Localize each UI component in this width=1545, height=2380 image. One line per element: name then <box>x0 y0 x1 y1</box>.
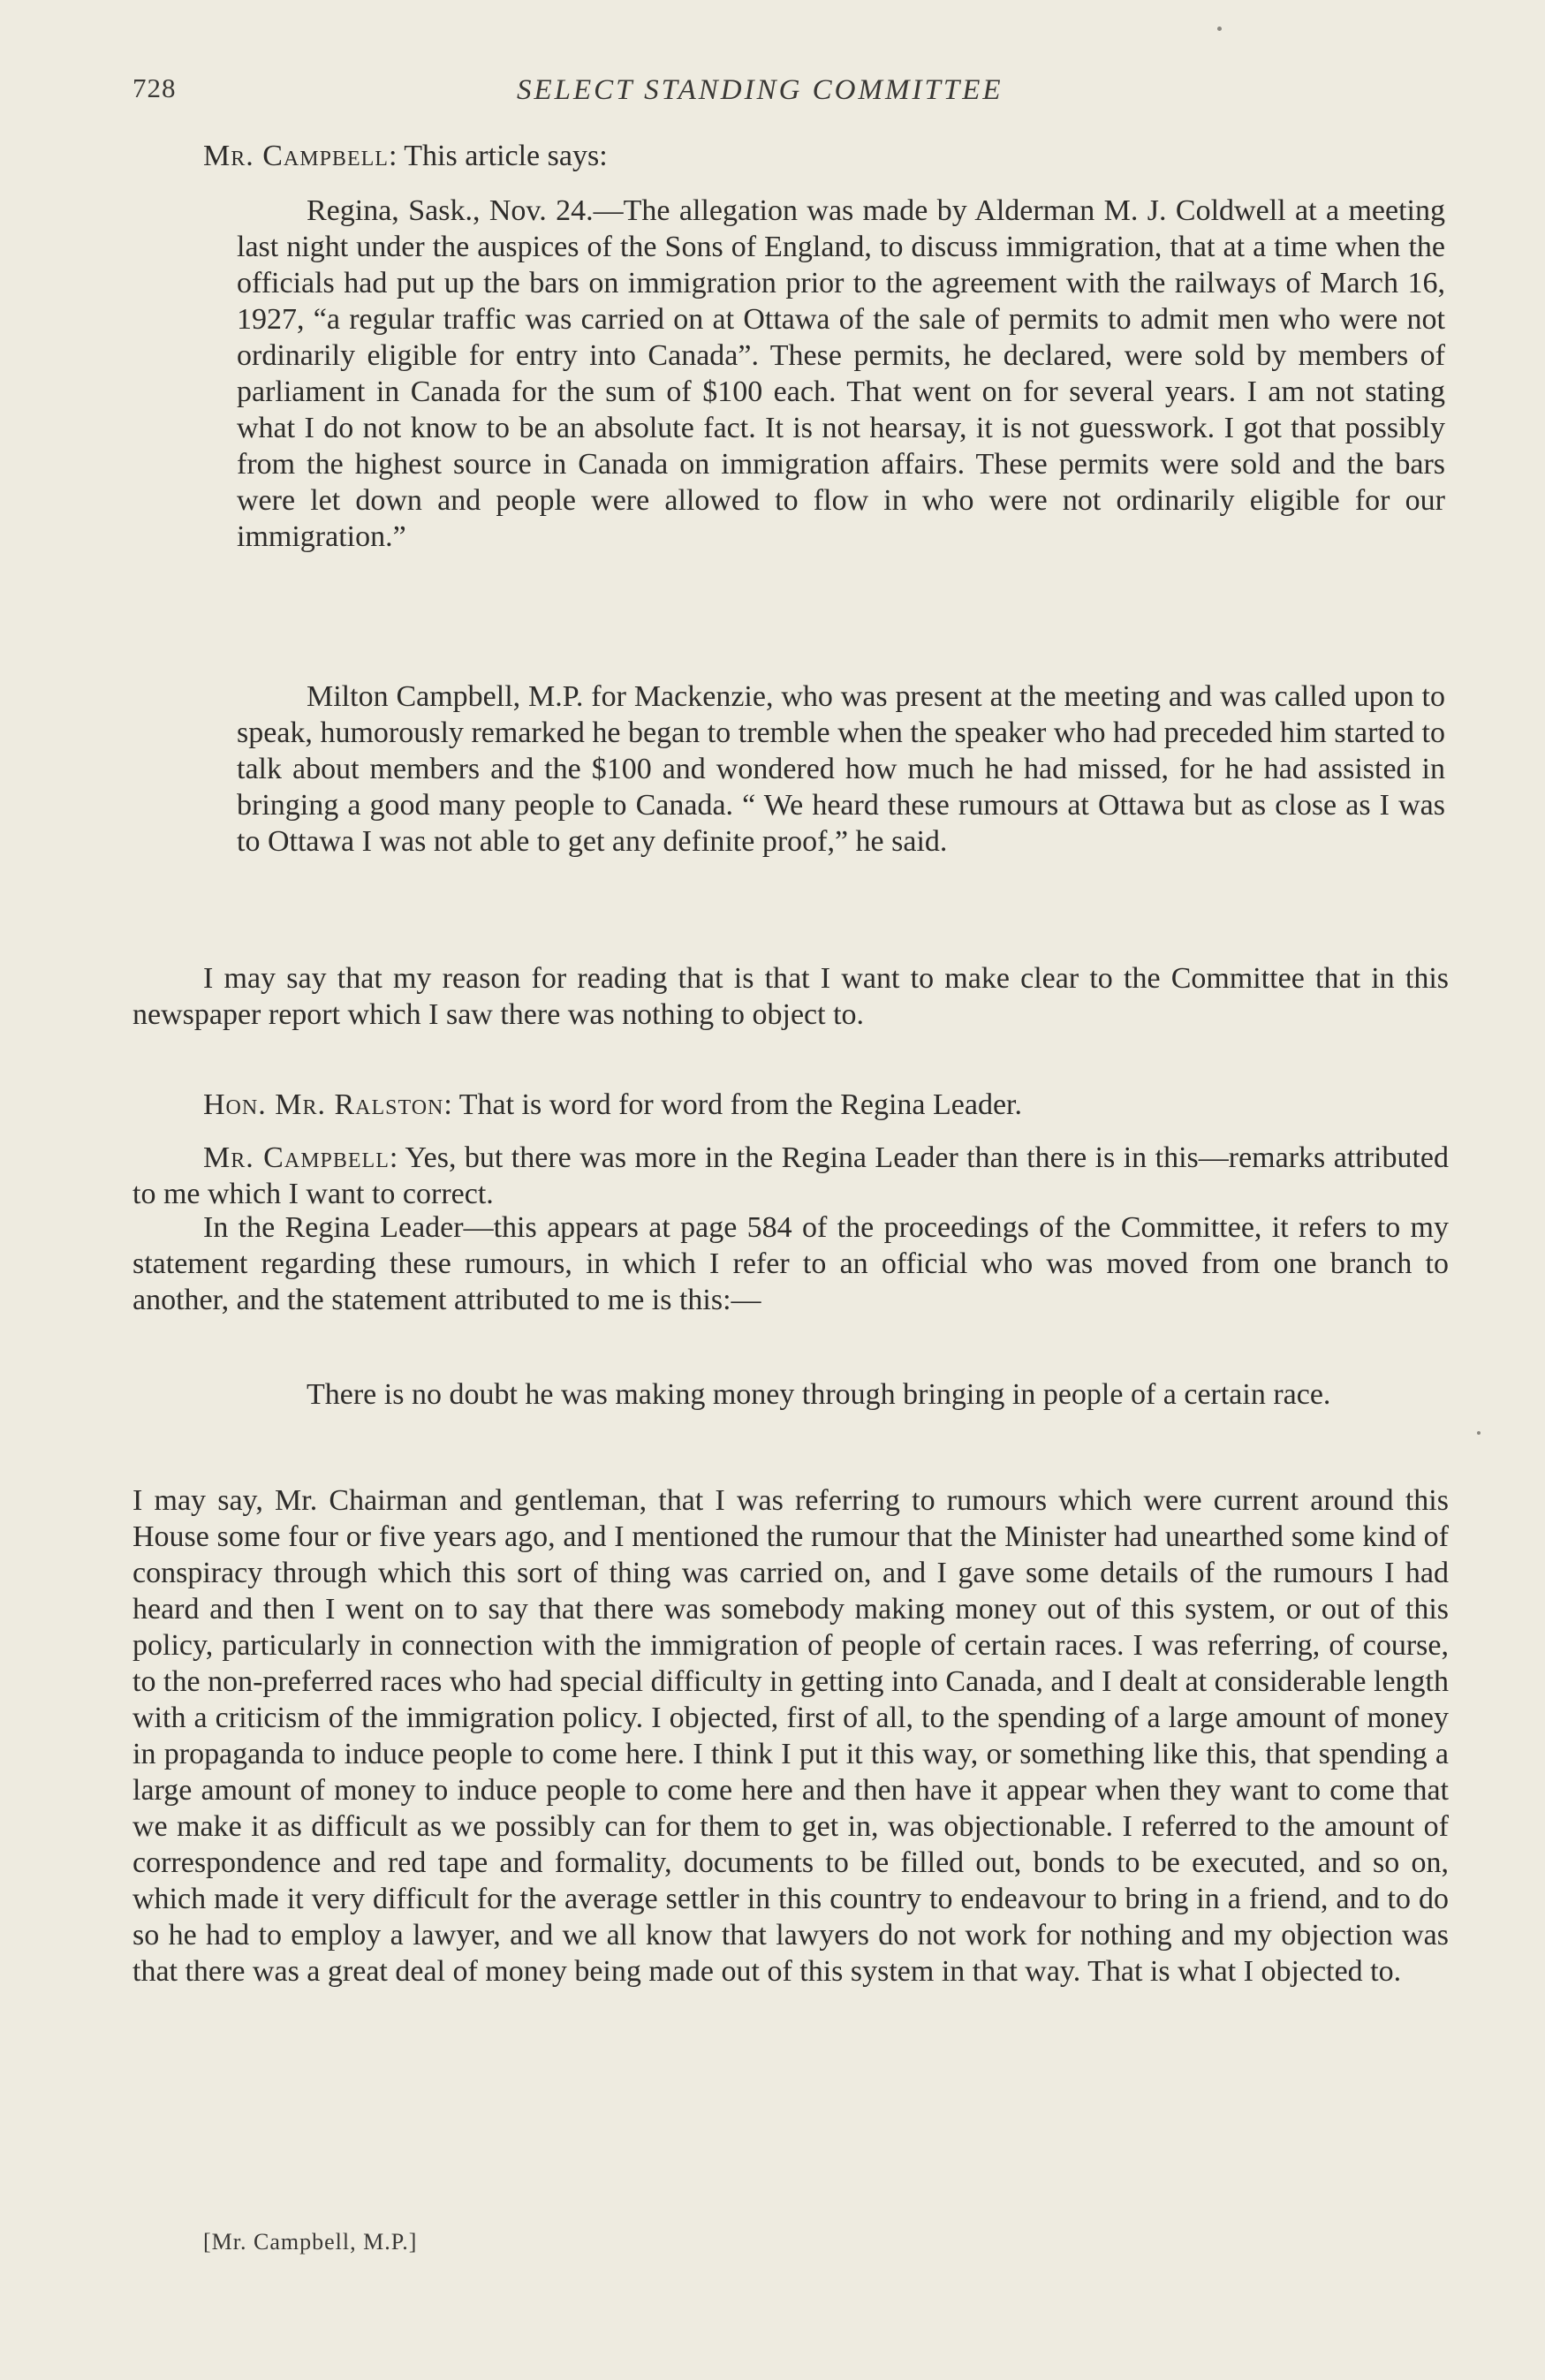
paragraph-leader: In the Regina Leader—this appears at page 584 of the proceedings of the Committee, it refers to my statement regarding these rumours, in which I refer to an official who was moved from one branch to another, and the statement attributed to me is this:— <box>133 1211 1449 1316</box>
speaker-name: Mr. Campbell <box>203 1141 390 1174</box>
quoted-article-paragraph-1: Regina, Sask., Nov. 24.—The allegation was made by Alderman M. J. Coldwell at a meeting last night under the auspices of the Sons of England, to discuss immigration, that at a time when the officials had put up the bars on immigration prior to the agreement with the railways of March 16, 1927, “a regular traffic was carried on at Ottawa of the sale of permits to admit men who were not ordinarily eligible for entry into Canada”. These permits, he declared, were sold by members of parliament in Canada for the sum of $100 each. That went on for several years. I am not stating what I do not know to be an absolute fact. It is not hearsay, it is not guesswork. I got that possibly from the highest source in Canada on immigration affairs. These permits were sold and the bars were let down and people were allowed to flow in who were not ordinarily eligible for our immigration.” <box>237 194 1445 553</box>
paper-speck <box>1477 1431 1481 1435</box>
paragraph-reading: I may say that my reason for reading that is that I want to make clear to the Committee that in this newspaper report which I saw there was nothing to object to. <box>133 962 1449 1031</box>
speaker-name: Mr. Campbell <box>203 140 389 172</box>
page-header <box>133 72 1449 117</box>
speaker-footer: [Mr. Campbell, M.P.] <box>203 2229 418 2255</box>
ralston-remark <box>133 1087 1449 1123</box>
ralston-text: : That is word for word from the Regina Leader. <box>443 1088 1023 1121</box>
paper-speck <box>1217 27 1222 31</box>
campbell-reply-text: : Yes, but there was more in the Regina Leader than there is in this—remarks attributed to me which I want to correct. <box>133 1141 1449 1210</box>
paragraph-final: I may say, Mr. Chairman and gentleman, that I was referring to rumours which were current around this House some four or five years ago, and I mentioned the rumour that the Minister had unearthed some kind of conspiracy through which this sort of thing was carried on, and I gave some details of the rumours I had heard and then I went on to say that there was somebody making money out of this system, or out of this policy, particularly in connection with the immigration of people of certain races. I was referring, of course, to the non-preferred races who had special difficulty in getting into Canada, and I dealt at considerable length with a criticism of the immigration policy. I objected, first of all, to the spending of a large amount of money in propaganda to induce people to come here. I think I put it this way, or something like this, that spending a large amount of money to induce people to come here and then have it appear when they want to come that we make it as difficult as we possibly can for them to get in, was objectionable. I referred to the amount of correspondence and red tape and formality, documents to be filled out, bonds to be executed, and so on, which made it very difficult for the average settler in this country to endeavour to bring in a friend, and to do so he had to employ a lawyer, and we all know that lawyers do not work for nothing and my objection was that there was a great deal of money being made out of this system in that way. That is what I objected to. <box>133 1484 1449 1988</box>
running-head: SELECT STANDING COMMITTEE <box>517 74 1003 106</box>
speaker-name: Hon. Mr. Ralston <box>203 1088 444 1121</box>
page-number: 728 <box>133 72 177 103</box>
quoted-article-paragraph-2: Milton Campbell, M.P. for Mackenzie, who was present at the meeting and was called upon to speak, humorously remarked he began to tremble when the speaker who had preceded him started to talk about members and the $100 and wondered how much he had missed, for he had assisted in bringing a good many people to Canada. “ We heard these rumours at Ottawa but as close as I was to Ottawa I was not able to get any definite proof,” he said. <box>237 680 1445 858</box>
campbell-reply <box>133 1140 1449 1212</box>
intro-paragraph <box>133 138 1449 174</box>
intro-text: : This article says: <box>388 140 608 172</box>
quoted-statement: There is no doubt he was making money through bringing in people of a certain race. <box>307 1378 1331 1411</box>
